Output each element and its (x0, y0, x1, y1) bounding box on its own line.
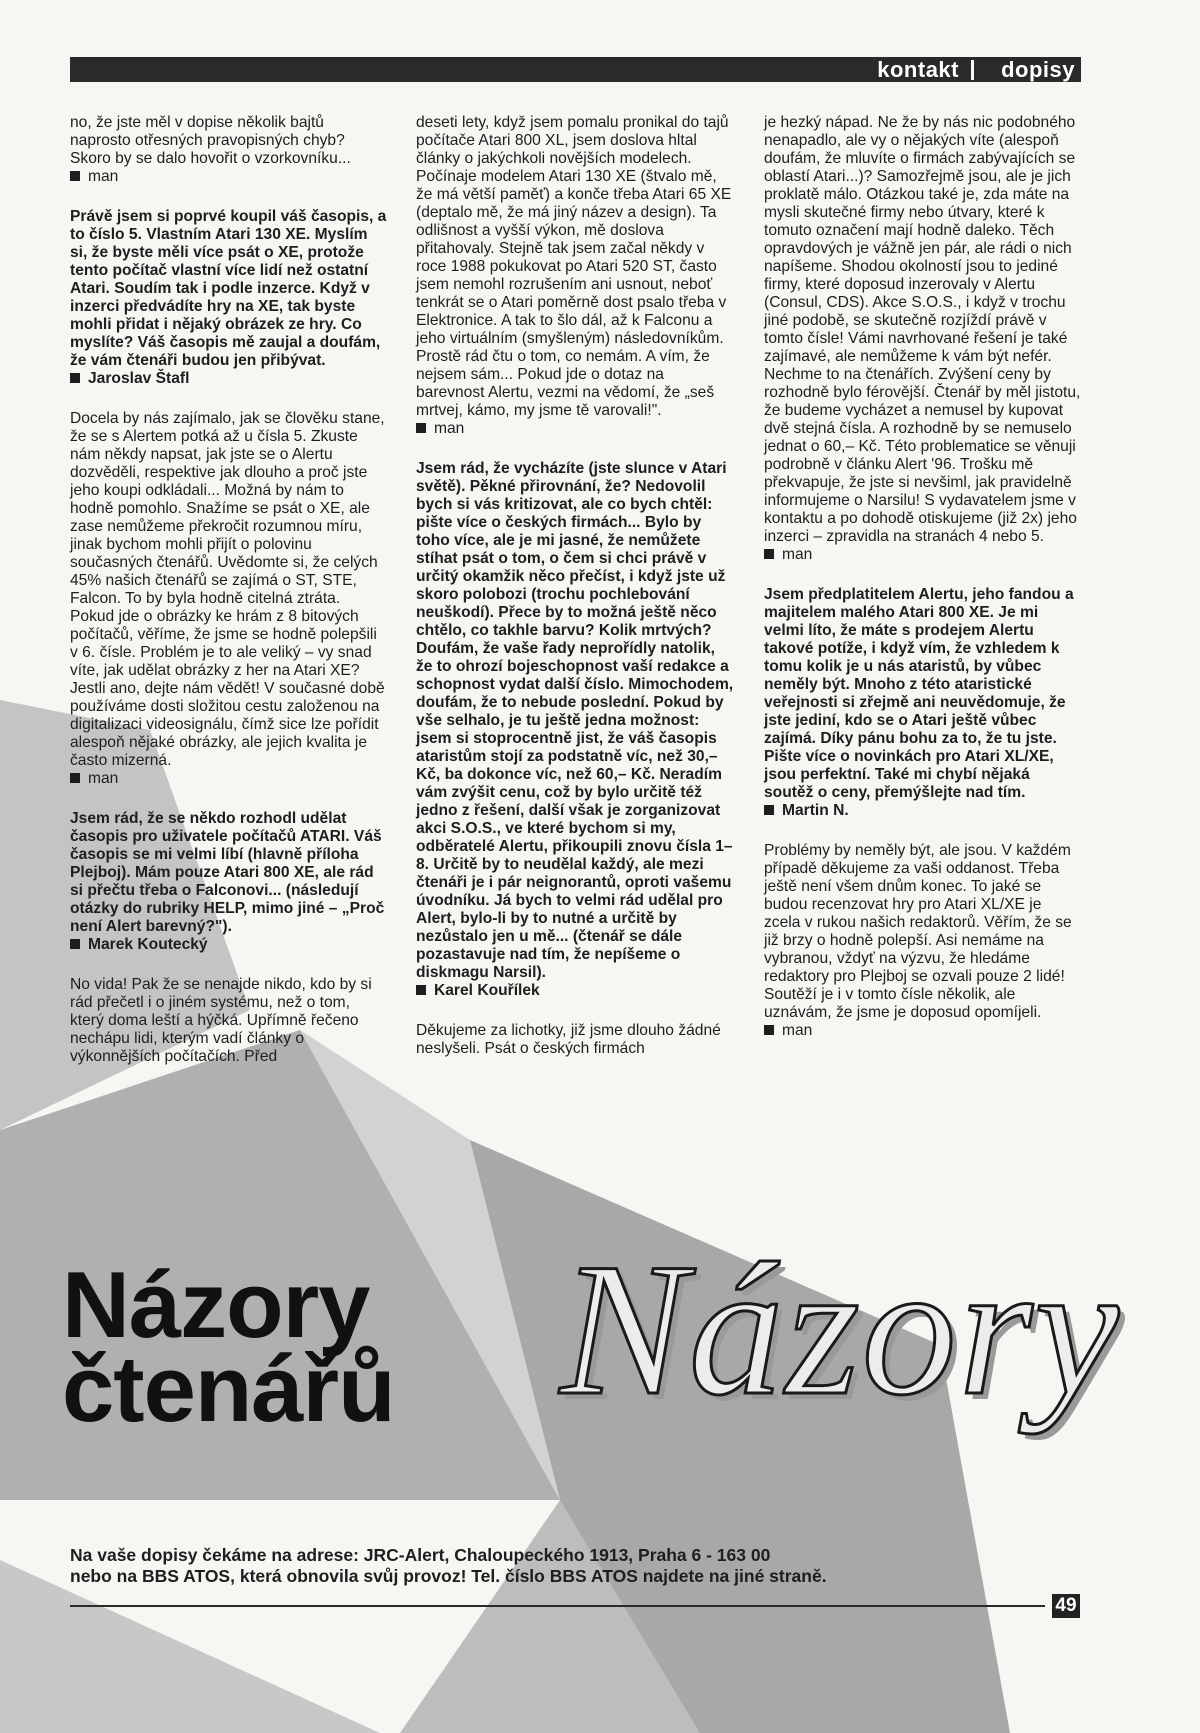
reader-letter: Jsem rád, že se někdo rozhodl udělat časopis pro uživatele počítačů ATARI. Váš časopis se mi velmi líbí (hlavně příloha Plejboj). Mám pouze Atari 800 XE, ale rád si přečtu třeba o Falconovi... (následují otázky do rubriky HELP, mimo jiné – „Proč není Alert barevný?"). Marek Koutecký (70, 810, 385, 953)
signature: Karel Kouřílek (434, 982, 540, 999)
signature: Marek Koutecký (88, 936, 208, 953)
signature: man (782, 546, 813, 563)
text-column-2 (416, 114, 734, 1080)
page-title (62, 1252, 395, 1441)
title-line-2: čtenářů (62, 1336, 395, 1441)
text-column-1 (70, 114, 388, 1088)
letter-reply: Problémy by neměly být, ale jsou. V každém případě děkujeme za vaši oddanost. Třeba ještě není všem dnům konec. To jaké se budou recenzovat hry pro Atari XL/XE je zcela v rukou našich redaktorů. Věřím, že se již brzy o hodně polepší. Asi nemáme na vybranou, vždyť na výzvu, že hledáme redaktory pro Plejboj se ozvali pouze 2 lidé! Soutěží je i v tomto čísle několik, ale uznávám, že jsme je doposud opomíjeli. man (764, 842, 1072, 1039)
letter-reply: no, že jste měl v dopise několik bajtů naprosto otřesných pravopisných chyb? Skoro by se dalo hovořit o vzorkovníku... man (70, 114, 351, 185)
signature: man (88, 770, 119, 787)
title-line-1: Názory (62, 1252, 370, 1357)
subsection-label: dopisy (1001, 57, 1075, 82)
footer-rule (70, 1605, 1045, 1607)
signature: Jaroslav Štafl (88, 370, 190, 387)
letter-reply: deseti lety, když jsem pomalu pronikal do tajů počítače Atari 800 XL, jsem doslova hltal články o jakýchkoli novějších modelech. Počínaje modelem Atari 130 XE (štvalo mě, že má větší paměť) a konče třeba Atari 65 XE (deptalo mě, že má jiný název a design). Ta odlišnost a vyšší výkon, mě doslova přitahovaly. Stejně tak jsem začal někdy v roce 1988 pokukovat po Atari 520 ST, často jsem nemohl rozrušením ani usnout, neboť tenkrát se o Atari poměrně dost psalo třeba v Elektronice. A tak to šlo dál, až k Falconu a jeho virtuálním (smyšleným) následovníkům. Prostě rád čtu o tom, co nemám. A vím, že nejsem sám... Pokud jde o dotaz na barevnost Alertu, vezmi na vědomí, že „seš mrtvej, kámo, my jsme tě varovali!". man (416, 114, 732, 437)
header-separator (971, 60, 974, 80)
contact-address (70, 1545, 827, 1587)
reader-letter: Jsem rád, že vycházíte (jste slunce v Atari světě). Pěkné přirovnání, že? Nedovolil bych si vás kritizovat, ale co bych chtěl: pište více o českých firmách... Bylo by toho více, ale je mi jasné, že nemůžete stíhat psát o tom, o čem si chci právě v určitý okamžik něco přečíst, i když jste už skoro polobozi (trochu pochlebování neuškodí). Přece by to možná ještě něco chtělo, co takhle barvu? Kolik mrtvých? Doufám, že vaše řady neprořídly natolik, že to ohrozí bojeschopnost vaší redakce a schopnost vydat další číslo. Mimochodem, doufám, že to nebude poslední. Pokud by vše selhalo, je tu ještě jedna možnost: jsem si stoprocentně jist, že váš časopis ataristům stojí za podstatně víc, než 30,– Kč, ba dokonce víc, než 60,– Kč. Neradím vám zvýšit cenu, což by bylo určitě též jedno z řešení, další však je zorganizovat akci S.O.S., ve které bychom si my, odběratelé Alertu, přikoupili znovu čísla 1–8. Určitě by to neudělal každý, ale mezi čtenáři je i pár neignorantů, oproti vašemu úvodníku. Já bych to velmi rád udělal pro Alert, bylo-li by to nutné a určitě by nezůstalo jen u mě... (čtenář se dále pozastavuje nad tím, že nepíšeme o diskmagu Narsil). Karel Kouřílek (416, 460, 734, 999)
letter-reply: je hezký nápad. Ne že by nás nic podobného nenapadlo, ale vy o nějakých víte (alespoň doufám, že mluvíte o firmách zabývajících se oblastí Atari...)? Samozřejmě jsou, ale je jich proklatě málo. Otázkou také je, zda máte na mysli skutečné firmy nebo útvary, které k tomuto označení mají hodně daleko. Těch opravdových je vážně jen pár, ale rádi o nich napíšeme. Shodou okolností jsou to jediné firmy, které doposud inzerovaly v Alertu (Consul, CDS). Akce S.O.S., i když v trochu jiné podobě, se skutečně rozjíždí právě v tomto čísle! Vámi navrhované řešení je také zajímavé, ale nemůžeme k vám být nefér. Nechme to na čtenářích. Zvýšení ceny by rozhodně bylo férovější. Čtenář by měl jistotu, že budeme vycházet a nemusel by kupovat dvě stejná čísla. A rozhodně by se nemuselo jednat o 60,– Kč. Této problematice se věnuji podrobně v článku Alert '96. Trošku mě překvapuje, že jste si nevšiml, jak pravidelně informujeme o Narsilu! S vydavatelem jsme v kontaktu a po dohodě otiskujeme (již 2x) jeho inzerci – zpravidla na stranách 4 nebo 5. man (764, 114, 1081, 563)
section-label: kontakt (877, 57, 959, 82)
signature: man (782, 1022, 813, 1039)
page-number: 49 (1052, 1594, 1080, 1618)
letter-reply: Děkujeme za lichotky, již jsme dlouho žádné neslyšeli. Psát o českých firmách (416, 1022, 721, 1057)
reader-letter: Právě jsem si poprvé koupil váš časopis, a to číslo 5. Vlastním Atari 130 XE. Myslím si, že byste měli více psát o XE, protože tento počítač vlastní více lidí než ostatní Atari. Soudím tak i podle inzerce. Když v inzerci předvádíte hry na XE, tak byste mohli přidat i nějaký obrázek ze hry. Co myslíte? Váš časopis mě zaujal a doufám, že vám čtenáři budou jen přibývat. Jaroslav Štafl (70, 208, 387, 387)
signature: man (434, 420, 465, 437)
letter-reply: Docela by nás zajímalo, jak se člověku stane, že se s Alertem potká až u čísla 5. Zkuste nám někdy napsat, jak jste se o Alertu dozvěděli, respektive jak dlouho a proč jste jeho koupi odkládali... Možná by nám to hodně pomohlo. Snažíme se psát o XE, ale zase nemůžeme překročit rozumnou míru, jinak bychom mohli přijít o polovinu současných čtenářů. Uvědomte si, že celých 45% našich čtenářů se zajímá o ST, STE, Falcon. To by byla hodně citelná ztráta. Pokud jde o obrázky ke hrám z 8 bitových počítačů, věříme, že jsme se hodně polepšili v 6. čísle. Problém je to ale veliký – vy snad víte, jak udělat obrázky z her na Atari XE? Jestli ano, dejte nám vědět! V současné době používáme dosti složitou cestu založenou na digitalizaci videosignálu, čímž sice lze pořídit alespoň nějaké obrázky, ale jejich kvalita je často mizerná. man (70, 410, 385, 787)
reader-letter: Jsem předplatitelem Alertu, jeho fandou a majitelem malého Atari 800 XE. Je mi velmi líto, že máte s prodejem Alertu takové potíže, i když vím, že vzhledem k tomu kolik je u nás ataristů, by vůbec neměly být. Mnoho z této ataristické veřejnosti si zřejmě ani neuvědomuje, že jste jediní, kdo se o Atari ještě vůbec zajímá. Díky pánu bohu za to, že tu jste. Pište více o novinkách pro Atari XL/XE, jsou perfektní. Také mi chybí nějaká soutěž o ceny, přemýšlejte nad tím. Martin N. (764, 586, 1074, 819)
text-column-3 (764, 114, 1082, 1062)
section-header-bar (70, 57, 1081, 82)
address-line-1: Na vaše dopisy čekáme na adrese: JRC-Alert, Chaloupeckého 1913, Praha 6 - 163 00 (70, 1545, 771, 1565)
signature: Martin N. (782, 802, 849, 819)
address-line-2: nebo na BBS ATOS, která obnovila svůj provoz! Tel. číslo BBS ATOS najdete na jiné straně. (70, 1566, 827, 1586)
letter-reply: No vida! Pak že se nenajde nikdo, kdo by si rád přečetl i o jiném systému, než o tom, který doma leští a hýčká. Upřímně řečeno nechápu lidi, kterým vadí články o výkonnějších počítačích. Před (70, 976, 372, 1065)
signature: man (88, 168, 119, 185)
headline-script-decoration: Názory (560, 1225, 1121, 1435)
